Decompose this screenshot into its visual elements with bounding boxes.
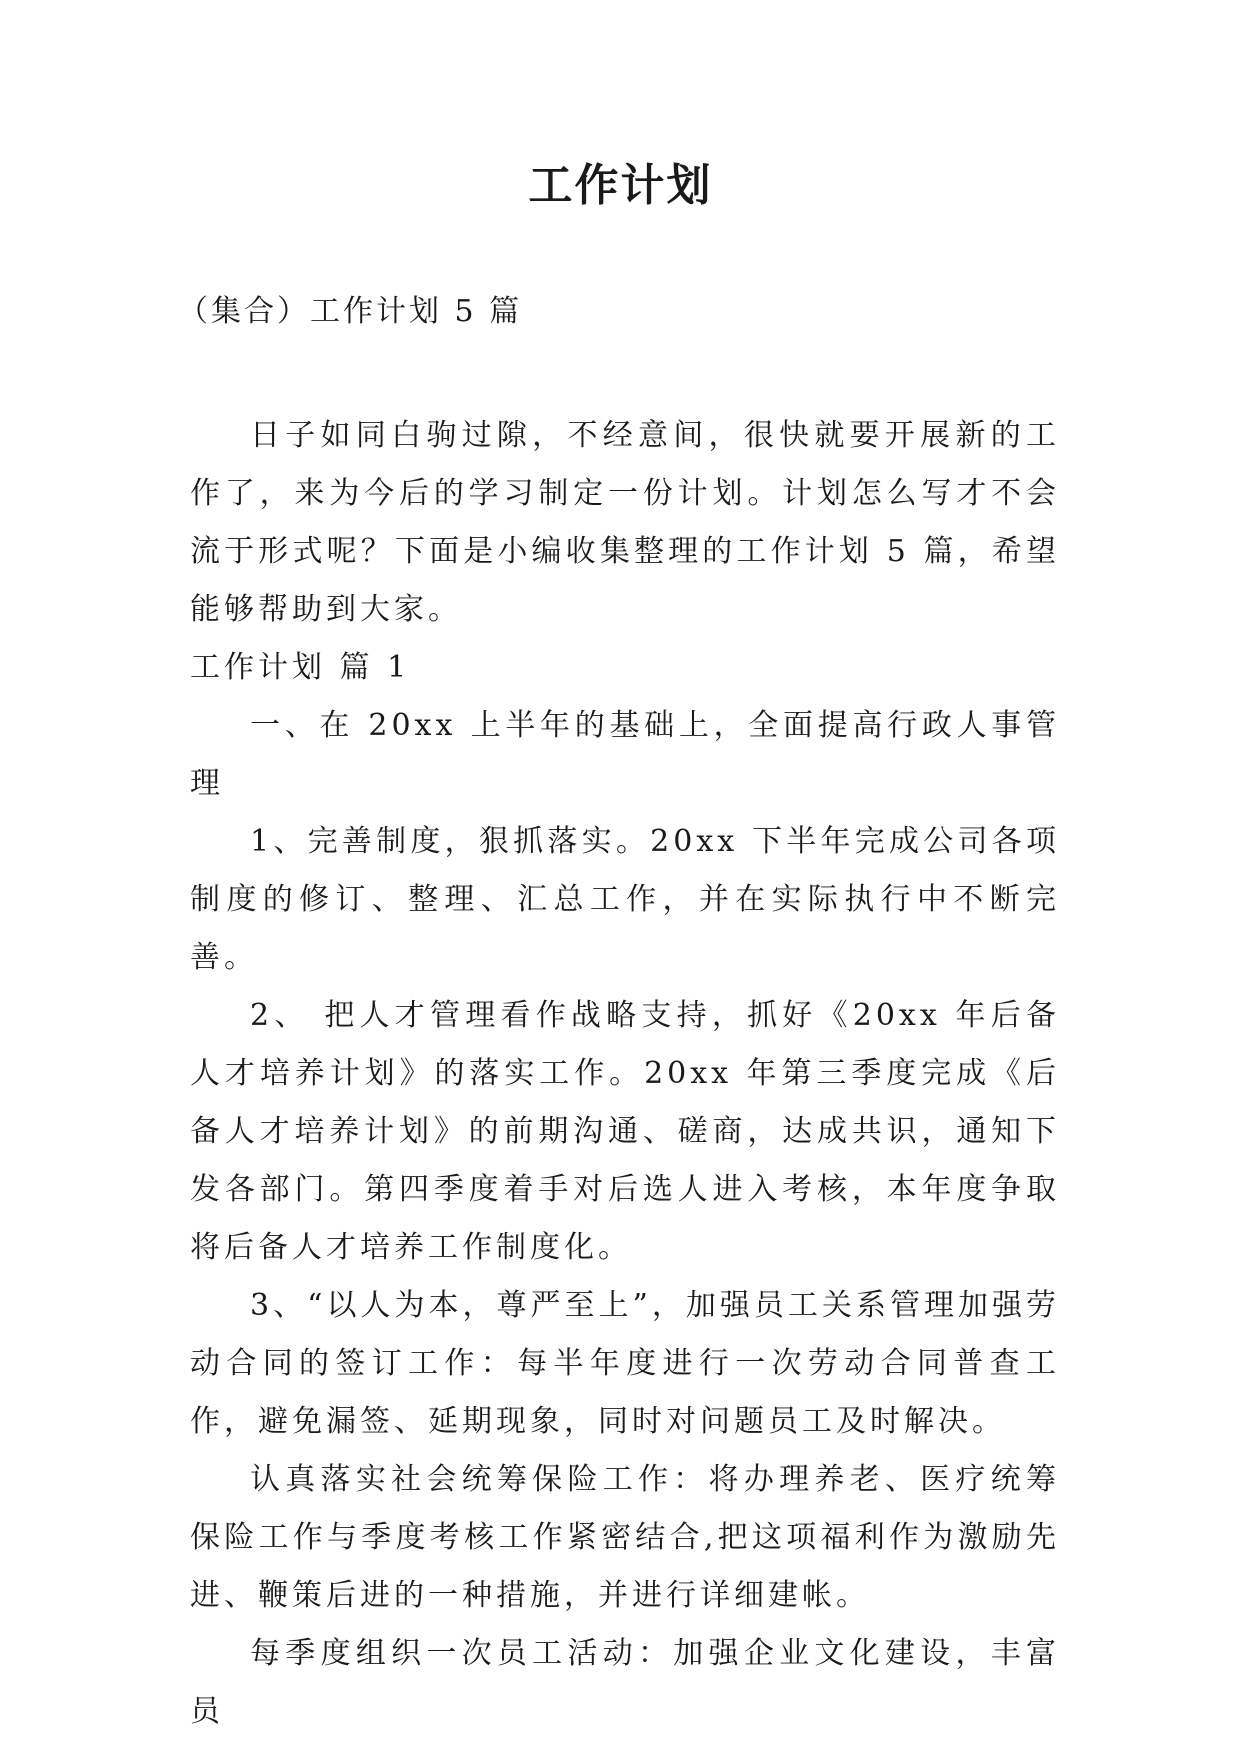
document-subtitle: （集合）工作计划 5 篇 [178, 294, 523, 329]
paragraph-item-5: 认真落实社会统筹保险工作：将办理养老、医疗统筹保险工作与季度考核工作紧密结合,把这项福利作为激励先进、鞭策后进的一种措施，并进行详细建帐。 [190, 1462, 1060, 1613]
document-title: 工作计划 [528, 160, 713, 211]
intro-paragraph: 日子如同白驹过隙，不经意间，很快就要开展新的工作了，来为今后的学习制定一份计划。计划怎么写才不会流于形式呢？下面是小编收集整理的工作计划 5 篇，希望能够帮助到大家。 [190, 418, 1060, 627]
paragraph-item-6: 每季度组织一次员工活动：加强企业文化建设，丰富员 [190, 1636, 1060, 1729]
paragraph-item-1: 一、在 20xx 上半年的基础上，全面提高行政人事管理 [190, 708, 1060, 801]
paragraph-item-4: 3、“以人为本，尊严至上”，加强员工关系管理加强劳动合同的签订工作：每半年度进行一次劳动合同普查工作，避免漏签、延期现象，同时对问题员工及时解决。 [190, 1288, 1060, 1439]
section-heading: 工作计划 篇 1 [190, 650, 411, 685]
paragraph-item-2: 1、完善制度，狠抓落实。20xx 下半年完成公司各项制度的修订、整理、汇总工作，并在实际执行中不断完善。 [190, 824, 1060, 975]
document-body [190, 407, 1060, 1741]
paragraph-item-3: 2、 把人才管理看作战略支持，抓好《20xx 年后备人才培养计划》的落实工作。20xx 年第三季度完成《后备人才培养计划》的前期沟通、磋商，达成共识，通知下发各部门。第四季度着手对后选人进入考核，本年度争取将后备人才培养工作制度化。 [190, 998, 1060, 1265]
